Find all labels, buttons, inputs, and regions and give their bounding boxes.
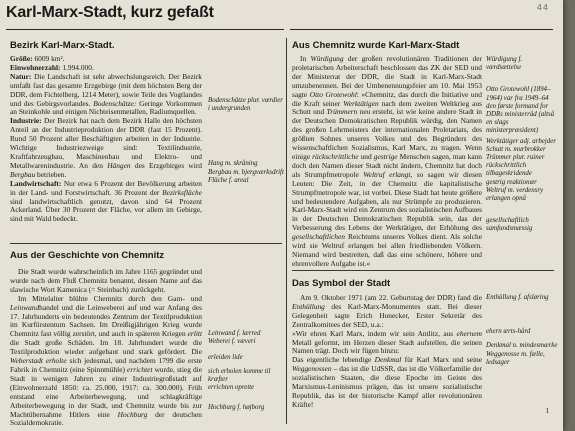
geschichte-heading: Aus der Geschichte von Chemnitz	[10, 250, 165, 261]
erlitt-word: erlitt	[187, 329, 202, 339]
leinwand-word: Leinwand	[10, 302, 40, 312]
gloss-item: erleiden lide	[208, 354, 243, 362]
groesse-value: 6009 km².	[34, 54, 65, 63]
gestrige-word: gestrige	[373, 151, 398, 161]
einwohner-value: 1.994.000.	[62, 62, 94, 72]
symbol-text-d: Metall geformt, im Herzen dieser Stadt aufstellen, die seinen Namen trägt. Doch wir fügen hinzu:	[292, 337, 482, 356]
chemnitz-text-c: »Chemnitz, das durch die Initiative und die Kraft seiner	[292, 89, 482, 108]
haengen-word: Hängen	[107, 160, 131, 170]
geschichte-paragraph-1: Die Stadt wurde wahrscheinlich im Jahre 1165 gegründet und wurde nach dem Fluß Chemnitz benannt, dessen Name auf das slawische Wort Kamenica (= Steinbach) zurückgeht.	[10, 267, 202, 294]
chemnitz-heading: Aus Chemnitz wurde Karl-Marx-Stadt	[292, 40, 460, 51]
geschichte-text-2d: sich jedesmal, und nachdem 1799 die erste Fabrik in Chemnitz (eine Spinnmühle)	[10, 356, 202, 374]
gloss-item: Fläche f. areal	[208, 176, 249, 184]
weggenossen-word: Weggenossen	[292, 364, 332, 374]
bezirk-text	[10, 55, 202, 224]
enthuellung-word: Enthüllung	[292, 301, 325, 311]
erholte-word: erholte	[45, 356, 67, 366]
section-rule	[292, 270, 554, 271]
gloss-geschichte	[208, 330, 284, 418]
truemmern-word: Trümmern	[326, 107, 358, 117]
symbol-text-f: für Karl Marx und seine	[404, 355, 482, 365]
symbol-text-c: »Wir ehren Karl Marx, indem wir sein Antlitz, aus	[292, 328, 454, 338]
gloss-item: Leinwand f. lærred	[208, 330, 261, 337]
einwohner-label: Einwohnerzahl:	[10, 62, 61, 72]
gloss-item: rückschrittlich tilbageskridende	[486, 162, 532, 178]
chemnitz-text-i: Reichtums unseres Volkes dient. Als solche wird sie Weltruf erlangen bei allen friedliebenden Völkern. Niemand wird bestreiten, daß das eine schönere, höhere und ehrenvollere Aufgabe ist.«	[292, 232, 482, 268]
gloss-item: Hang m. skråning	[208, 160, 258, 168]
section-rule	[10, 243, 282, 244]
gloss-item: Otto Grotewohl (1894–1964) var fra 1949–64 den første formand for DDRs ministerråd (altså en slags ministerpræsident)	[486, 86, 555, 135]
title-rule-right	[290, 29, 553, 30]
gloss-item: Schutt m. murbrokker	[486, 145, 546, 153]
bergbau-word: Bergbau	[10, 169, 36, 179]
weltruf-word: Weltruf	[363, 169, 385, 179]
chemnitz-text-d: nach dem zweiten Weltkrieg aus Schutt und	[292, 98, 482, 117]
gloss-item: Bergbau m. bjergværksdrift	[208, 168, 284, 176]
chemnitz-text-e: neu ersteht, ist wie keine andere Stadt in der Deutschen Demokratischen Republik würdig, den Namen des großen Lehrmeisters der internationalen Proletariats, des größten Sohnes unseres Volkes und des Begründers des wissenschaftlichen Sozialismus, Karl Marx, zu tragen. Wenn einige	[292, 107, 483, 161]
gloss-item: gestrig reaktionær	[486, 178, 537, 186]
chemnitz-text: In Würdigung der großen revolutionären Traditionen der proletarischen Arbeiterschaft beschlossen das ZK der SED und der Ministerrat der DDR, die Stadt in Karl-Marx-Stadt umzubenennen. Bei der Umbenennungsfeier am 10. Mai 1953 sagte Otto Grotewohl: »Chemnitz, das durch die Initiative und die Kraft seiner Werktätigen nach dem zweiten Weltkrieg aus Schutt und Trümmern neu ersteht, ist wie keine andere Stadt in der Deutschen Demokratischen Republik würdig, den Namen des großen Lehrmeisters der internationalen Proletariats, des größten Sohnes unseres Volkes und des Begründers des wissenschaftlichen Sozialismus, Karl Marx, zu tragen. Wenn einige rückschrittliche und gestrige Menschen sagen, man kann doch den Namen dieser Stadt nicht ändern, Chemnitz hat doch als Strumpfmetropole Weltruf erlangt, so sagen wir diesen Leuten: Die Zeit, in der Chemnitz die kapitalistische Strumpfmetropole war, ist vorbei. Diese Stadt hat heute größere und bedeutendere Aufgaben, als nur Strümpfe zu produzieren. Karl-Marx-Stadt wird ein Zentrum des sozialistischen Aufbaues in der Deutschen Demokratischen Republik sein, das der Verbesserung des Lebens der Werktätigen, der Erhöhung des gesellschaftlichen Reichtums unseres Volkes dient. Als solche wird sie Weltruf erlangen bei allen friedliebenden Völkern. Niemand wird bestreiten, daß das eine schönere, höhere und ehrenvollere Aufgabe ist.«	[292, 54, 483, 268]
gloss-item: Trümmer plur. ruiner	[486, 154, 545, 162]
gesellschaftlichen-word: gesellschaftlichen	[292, 232, 345, 242]
handwritten-page-mark: 44	[536, 3, 549, 12]
bezirk-heading: Bezirk Karl-Marx-Stadt.	[10, 40, 115, 51]
gloss-item: Weberei f. væveri	[208, 338, 256, 346]
gloss-item: Werktätiger adj. arbejder	[486, 137, 556, 145]
gloss-item: errichten oprette	[208, 384, 255, 392]
title-rule-left	[6, 29, 284, 30]
symbol-text-g: – das ist die UdSSR, das ist die Völkerfamilie der sozialistischen Staaten, die diese Epoche im Geiste des Marxismus-Leninismus prägen, das ist unsere sozialistische Republik, das ist der historische Kampf aller revolutionären Kräfte!	[292, 364, 482, 409]
gloss-item: sich erholen komme til kræfter	[208, 367, 271, 383]
gloss-item: Bodenschätze plur. værdier i undergrunden	[208, 97, 283, 113]
groesse-label: Größe:	[10, 54, 33, 63]
geschichte-text-2b: handel und die Leinweberei auf und war Anfang des 17. Jahrhunderts ein bedeutendes Zentrum der Textilproduktion im Kurfürstentum Sachsen. Im Dreißigjährigen Krieg wurde Chemnitz fast völlig zerstört, und auch in späteren Kriegen	[10, 302, 202, 339]
industrie-text-2: des Erzgebirges wird	[134, 160, 202, 170]
natur-label: Natur:	[10, 71, 32, 81]
gloss-bezirk	[208, 97, 284, 191]
page-number: 1	[545, 407, 549, 415]
chemnitz-text-g: Menschen sagen, man kann doch den Namen dieser Stadt nicht ändern, Chemnitz hat doch als Strumpfmetropole	[292, 151, 483, 179]
gloss-chemnitz	[486, 56, 558, 240]
natur-text-2: Geringe Vorkommen an Steinkohle und einigen Nichteisenmetallen, Radiumquellen.	[10, 98, 202, 117]
geschichte-text	[10, 268, 202, 428]
wuerdigung-word: Würdigung	[310, 54, 344, 63]
industrie-label: Industrie:	[10, 116, 42, 126]
gloss-item: Hochburg f. højborg	[208, 404, 265, 412]
ehernem-word: ehernem	[456, 328, 482, 338]
chemnitz-text-f: und	[360, 151, 372, 161]
landwirtschaft-text: Nur etwa 6 Prozent der Bevölkerung arbeiten in der Land- und Forstwirtschaft. 36 Prozent der	[10, 178, 202, 197]
geschichte-text-2f: der deutschen Sozialdemokratie.	[10, 409, 202, 428]
landwirtschaft-label: Landwirtschaft:	[10, 178, 62, 188]
symbol-heading: Das Symbol der Stadt	[292, 278, 391, 289]
geschichte-text-2c: die Stadt große Schäden. Im 18. Jahrhundert wurde die Textilproduktion wieder aufgebaut und stark gefördert. Die	[10, 338, 202, 357]
geschichte-paragraph-2	[10, 295, 202, 429]
denkmal-word: Denkmal	[374, 355, 402, 365]
gloss-item: ehern ærts-hård	[486, 328, 531, 336]
symbol-text-e: Das eigentliche lebendige	[292, 355, 372, 365]
column-divider	[286, 38, 287, 424]
gloss-item: Enthüllung f. afsløring	[486, 294, 549, 301]
grotewohl-name: Otto Grotewohl	[309, 89, 357, 99]
errichtet-word: errichtet	[127, 364, 153, 374]
natur-text: Die Landschaft ist sehr abwechslungsreich. Der Bezirk umfaßt fast das gesamte Erzgebirge (mit dem höchsten Berg der DDR, dem Fichtelberg, 1214 Meter), sowie Teile des Vogtlandes und des Gebirgsvorlandes.	[10, 71, 202, 108]
gloss-item: Weltruf m. verdensry	[486, 186, 544, 194]
rueckschrittliche-word: rückschrittliche	[312, 151, 359, 161]
gloss-item: Würdigung f. værdsættelse	[486, 56, 523, 72]
chemnitz-text-h: so sagen wir diesen Leuten: Die Zeit, in der Chemnitz die kapitalistische Strumpfmetropole war, ist vorbei. Diese Stadt hat heute größere und bedeutendere Aufgaben, als nur Strümpfe zu produzieren. Karl-Marx-Stadt wird ein Zentrum des sozialistischen Aufbaues in der Deutschen Demokratischen Republik sein, das der Verbesserung des Lebens der Werktätigen, der Erhöhung des	[292, 169, 482, 233]
gloss-item: erlangen opnå	[486, 195, 526, 203]
geschichte-text-2a: Im Mittelalter blühte Chemnitz durch den Garn- und	[18, 293, 202, 303]
page-title: Karl-Marx-Stadt, kurz gefaßt	[6, 4, 214, 21]
bezirksflaeche-word: Bezirksfläche	[162, 187, 202, 197]
chemnitz-text-a: In	[300, 54, 307, 63]
bodenschaetze-word: Bodenschätze:	[93, 98, 137, 108]
gloss-symbol	[486, 294, 558, 373]
symbol-text	[292, 294, 482, 410]
symbol-text-a: Am 9. Oktober 1971 (am 22. Geburtstag der DDR) fand die	[300, 293, 482, 302]
werktaetigen-word: Werktätigen	[343, 98, 379, 108]
industrie-text: Der Bezirk hat nach dem Bezirk Halle den höchsten Anteil an der Industrieproduktion der DDR (fast 15 Prozent). Rund 50 Prozent aller Beschäftigten arbeiten in der Industrie. Wichtige Industriezweige sind: Textilindustrie, Kraftfahrzeugbau, Maschinenbau und Elektro- und Metallwarenindustrie. An den	[10, 116, 202, 170]
industrie-text-3: betrieben.	[37, 169, 67, 179]
symbol-text-b: des Karl-Marx-Monumentes statt. Bei dieser Gelegenheit sagte Erich Honecker, Erster Sekretär des Zentralkomitees der SED, u.a.:	[292, 301, 482, 329]
gloss-item: Weggenosse m. fælle, ledsager	[486, 350, 545, 366]
geschichte-text-2e: wurde, stieg die Stadt in wenigen Jahren zu einer Industriegroßstadt auf (Einwohnerzahl 1850: ca. 25.000, 1917: ca. 300.000). Früh entstand eine Arbeiterbewegung, und schlagkräftige Arbeiterbewegung in der Stadt, und Chemnitz wurde bis zur Machtübernahme Hitlers eine	[10, 364, 202, 419]
chemnitz-text-b: der großen revolutionären Traditionen der proletarischen Arbeiterschaft beschlossen das ZK der SED und der Ministerrat der DDR, die Stadt in Karl-Marx-Stadt umzubenennen. Bei der Umbenennungsfeier am 10. Mai 1953 sagte	[292, 54, 482, 99]
landwirtschaft-text-2: sind landwirtschaftlich genutzt, davon sind 64 Prozent Ackerland. Über 30 Prozent der Fläche, vor allem im Gebirge, sind mit Wald bedeckt.	[10, 196, 202, 224]
hochburg-word: Hochburg	[117, 409, 148, 419]
gloss-item: Denkmal n. mindesmærke	[486, 342, 558, 350]
weberstadt-word: Weberstadt	[10, 356, 43, 366]
erlangt-word: erlangt	[389, 169, 411, 179]
gloss-item: gesellschaftlich samfundsmæssig	[486, 217, 533, 233]
